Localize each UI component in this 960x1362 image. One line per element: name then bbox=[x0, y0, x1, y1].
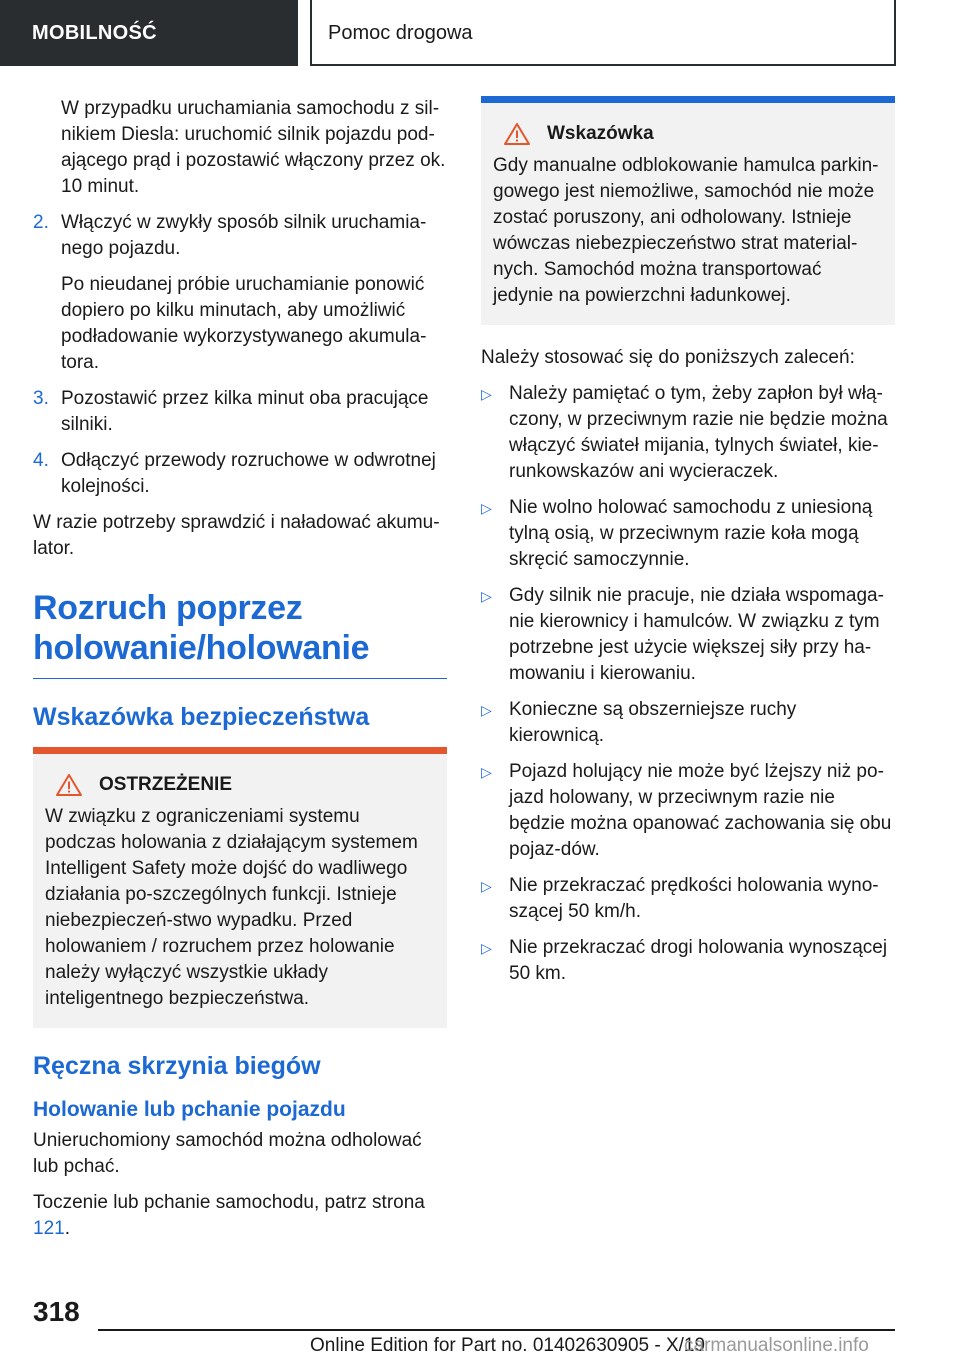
bullet-text: Nie przekraczać prędkości holowania wyno-szącej 50 km/h. bbox=[509, 875, 879, 922]
intro-paragraph: W przypadku uruchamiania samochodu z sil-nikiem Diesla: uruchomić silnik pojazdu pod-ającego prąd i pozostawić włączony przez ok. 10 minut. bbox=[61, 98, 446, 197]
step-number: 4. bbox=[33, 450, 49, 471]
step-number: 2. bbox=[33, 212, 49, 233]
section-heading: Rozruch poprzez holowanie/holowanie bbox=[33, 588, 447, 679]
step-text: Włączyć w zwykły sposób silnik uruchamia-nego pojazdu. bbox=[61, 212, 427, 259]
list-item bbox=[481, 495, 895, 573]
step-sub-paragraph: Po nieudanej próbie uruchamianie ponowić dopiero po kilku minutach, aby umożliwić podładowanie wykorzystywanego akumula-tora. bbox=[61, 274, 427, 373]
step-text: Odłączyć przewody rozruchowe w odwrotnej kolejności. bbox=[61, 450, 436, 497]
reference-text: Toczenie lub pchanie samochodu, patrz strona bbox=[33, 1192, 425, 1213]
step-number: 3. bbox=[33, 388, 49, 409]
step-text: Pozostawić przez kilka minut oba pracujące silniki. bbox=[61, 388, 429, 435]
bullet-text: Nie przekraczać drogi holowania wynoszącej 50 km. bbox=[509, 937, 888, 984]
section-label: MOBILNOŚĆ bbox=[0, 0, 298, 66]
triangle-bullet-icon: ▷ bbox=[481, 702, 492, 718]
after-steps-paragraph: W razie potrzeby sprawdzić i naładować akumu-lator. bbox=[33, 512, 440, 559]
list-item bbox=[481, 873, 895, 925]
step-item bbox=[33, 448, 447, 500]
bullet-text: Należy pamiętać o tym, żeby zapłon był włą-czony, w przeciwnym razie nie będzie można włączyć świateł mijania, tylnych świateł, kie-runkowskazów ani wycieraczek. bbox=[509, 383, 888, 482]
reference-paragraph bbox=[33, 1190, 447, 1242]
bullet-text: Konieczne są obszerniejsze ruchy kierownicą. bbox=[509, 699, 797, 746]
warning-header bbox=[45, 772, 435, 798]
warning-title: OSTRZEŻENIE bbox=[99, 774, 233, 795]
page-reference-link[interactable]: 121 bbox=[33, 1218, 65, 1239]
right-column bbox=[481, 96, 895, 997]
triangle-bullet-icon: ▷ bbox=[481, 940, 492, 956]
towing-subheading: Holowanie lub pchanie pojazdu bbox=[33, 1098, 346, 1121]
note-title: Wskazówka bbox=[547, 123, 654, 144]
note-box bbox=[481, 96, 895, 325]
step-item bbox=[33, 210, 447, 262]
warning-box bbox=[33, 747, 447, 1028]
edition-label: Online Edition for Part no. 01402630905 - X/19 bbox=[310, 1335, 706, 1356]
list-item bbox=[481, 381, 895, 485]
topic-label: Pomoc drogowa bbox=[310, 0, 896, 66]
list-item bbox=[481, 759, 895, 863]
manual-gearbox-heading: Ręczna skrzynia biegów bbox=[33, 1052, 321, 1080]
lead-paragraph: Należy stosować się do poniższych zaleceń: bbox=[481, 347, 855, 368]
left-column bbox=[33, 96, 447, 1252]
warning-triangle-icon bbox=[503, 122, 531, 146]
triangle-bullet-icon: ▷ bbox=[481, 764, 492, 780]
list-item bbox=[481, 697, 895, 749]
towing-paragraph: Unieruchomiony samochód można odholować lub pchać. bbox=[33, 1130, 422, 1177]
warning-text: W związku z ograniczeniami systemu podczas holowania z działającym systemem Intelligent Safety może dojść do wadliwego działania po-szczególnych funkcji. Istnieje niebezpieczeń-stwo wypadku. Przed holowaniem / rozruchem przez holowanie należy wyłączyć wszystkie układy inteligentnego bezpieczeństwa. bbox=[45, 806, 418, 1009]
safety-heading: Wskazówka bezpieczeństwa bbox=[33, 703, 370, 731]
note-header bbox=[493, 121, 883, 147]
bullet-text: Nie wolno holować samochodu z uniesioną tylną osią, w przeciwnym razie koła mogą skręcić samoczynnie. bbox=[509, 497, 873, 570]
reference-suffix: . bbox=[64, 1218, 70, 1239]
triangle-bullet-icon: ▷ bbox=[481, 878, 492, 894]
triangle-bullet-icon: ▷ bbox=[481, 500, 492, 516]
note-text: Gdy manualne odblokowanie hamulca parkin-gowego jest niemożliwe, samochód nie może zostać poruszony, ani odholowany. Istnieje wówczas niebezpieczeństwo strat material-nych. Samochód można transportować jedynie na powierzchni ładunkowej. bbox=[493, 155, 879, 306]
warning-triangle-icon bbox=[55, 773, 83, 797]
bullet-text: Pojazd holujący nie może być lżejszy niż po-jazd holowany, w przeciwnym razie nie będzie można opanować zachowania się obu pojaz-dów. bbox=[509, 761, 892, 860]
triangle-bullet-icon: ▷ bbox=[481, 588, 492, 604]
page-header bbox=[0, 0, 960, 66]
watermark: carmanualsonline.info bbox=[684, 1335, 869, 1356]
triangle-bullet-icon: ▷ bbox=[481, 386, 492, 402]
page-number: 318 bbox=[33, 1296, 80, 1327]
footer-divider bbox=[98, 1329, 895, 1331]
bullet-text: Gdy silnik nie pracuje, nie działa wspomaga-nie kierownicy i hamulców. W związku z tym potrzebne jest użycie większej siły przy ha-mowaniu i kierowaniu. bbox=[509, 585, 884, 684]
step-item bbox=[33, 386, 447, 438]
list-item bbox=[481, 935, 895, 987]
list-item bbox=[481, 583, 895, 687]
